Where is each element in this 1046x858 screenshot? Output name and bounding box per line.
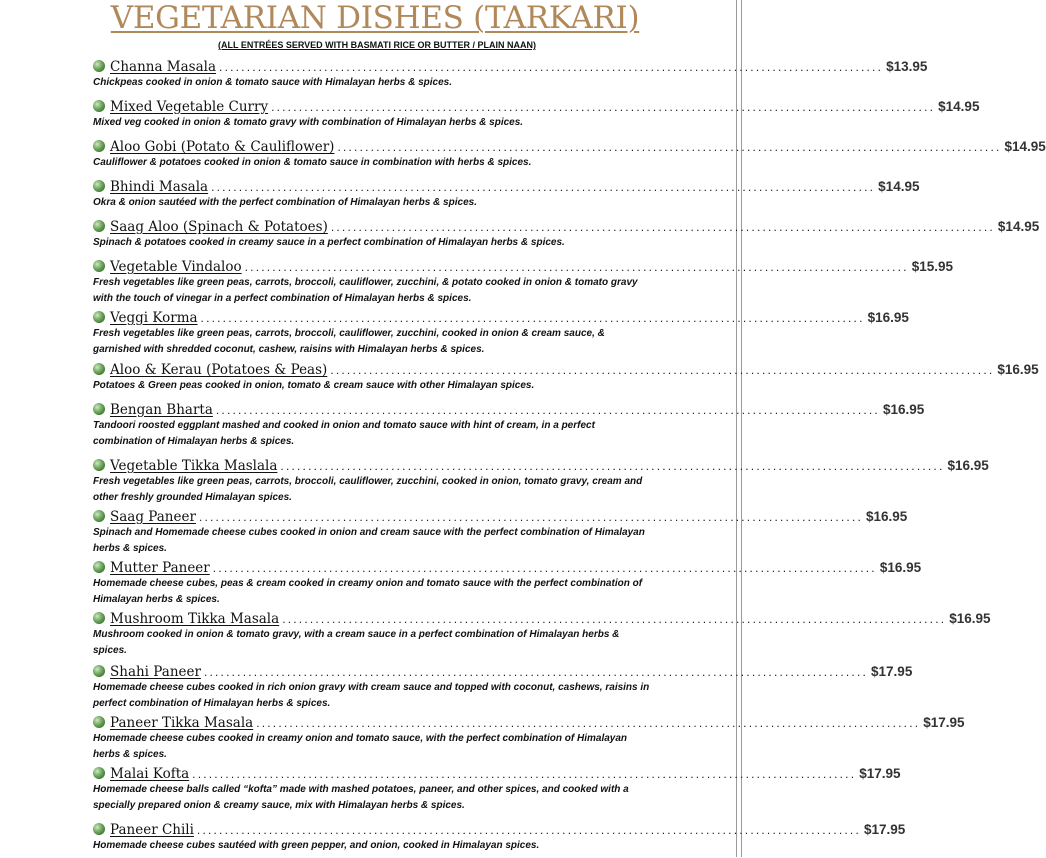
menu-item (0, 175, 920, 215)
bullet-icon (93, 716, 105, 728)
item-description: Homemade cheese cubes sautéed with green pepper, and onion, cooked in Himalayan spices. (93, 840, 540, 851)
item-description: Mushroom cooked in onion & tomato gravy, with a cream sauce in a perfect combination of Himalayan herbs & spices. (93, 629, 620, 656)
item-description: Tandoori roosted eggplant mashed and cooked in onion and tomato sauce with hint of cream, in a perfect combination of Himalayan herbs & spices. (93, 420, 595, 447)
leader-dots: ........................................................................................................................ (211, 180, 876, 194)
bullet-icon (93, 403, 105, 415)
item-description: Mixed veg cooked in onion & tomato gravy with combination of Himalayan herbs & spices. (93, 117, 524, 128)
item-name: Paneer Tikka Masala (110, 715, 254, 731)
leader-dots: ........................................................................................................................ (200, 311, 865, 325)
item-description: Potatoes & Green peas cooked in onion, tomato & cream sauce with other Himalayan spices. (93, 380, 535, 391)
item-name: Vegetable Vindaloo (110, 259, 242, 275)
item-name: Malai Kofta (110, 766, 190, 782)
item-name: Bhindi Masala (110, 179, 209, 195)
item-price: $17.95 (923, 715, 965, 730)
item-price: $16.95 (866, 509, 908, 524)
item-description: Spinach & potatoes cooked in creamy sauce in a perfect combination of Himalayan herbs & spices. (93, 237, 565, 248)
item-description: Fresh vegetables like green peas, carrots, broccoli, cauliflower, zucchini, & potato cooked in onion & tomato gravy with the touch of vinegar in a perfect combination of Himalayan herbs & spices. (93, 277, 638, 304)
bullet-icon (93, 767, 105, 779)
leader-dots: ........................................................................................................................ (330, 220, 995, 234)
bullet-icon (93, 561, 105, 573)
leader-dots: ........................................................................................................................ (337, 140, 1002, 154)
item-price: $17.95 (859, 766, 901, 781)
leader-dots: ........................................................................................................................ (215, 403, 880, 417)
item-description: Chickpeas cooked in onion & tomato sauce with Himalayan herbs & spices. (93, 77, 452, 88)
bullet-icon (93, 612, 105, 624)
menu-item (0, 607, 991, 660)
leader-dots: ........................................................................................................................ (203, 665, 869, 679)
item-price: $16.95 (997, 362, 1039, 377)
item-name: Saag Paneer (110, 509, 196, 525)
item-description: Homemade cheese cubes, peas & cream cooked in creamy onion and tomato sauce with the perfect combination of Himalayan herbs & spices. (93, 578, 643, 605)
menu-item (0, 215, 1040, 255)
item-name: Aloo Gobi (Potato & Cauliflower) (110, 139, 335, 155)
item-description: Homemade cheese cubes cooked in rich onion gravy with cream sauce and topped with coconut, cashews, raisins in perfect combination of Himalayan herbs & spices. (93, 682, 650, 709)
item-price: $16.95 (882, 402, 925, 417)
menu-item (0, 711, 965, 762)
item-price: $16.95 (867, 310, 909, 325)
item-description: Homemade cheese cubes cooked in creamy onion and tomato sauce, with the perfect combination of Himalayan herbs & spices. (93, 733, 628, 760)
item-name: Mutter Paneer (110, 560, 210, 576)
item-name: Vegetable Tikka Maslala (110, 458, 278, 474)
item-name: Mushroom Tikka Masala (110, 611, 280, 627)
item-name: Saag Aloo (Spinach & Potatoes) (110, 219, 328, 235)
bullet-icon (93, 60, 105, 72)
menu-item (0, 55, 928, 95)
menu-item-list (0, 55, 1046, 858)
menu-item (0, 306, 909, 358)
menu-item (0, 505, 908, 556)
bullet-icon (93, 823, 105, 835)
item-price: $15.95 (911, 259, 954, 274)
bullet-icon (93, 260, 105, 272)
bullet-icon (93, 311, 105, 323)
item-price: $13.95 (886, 59, 928, 74)
leader-dots: ........................................................................................................................ (280, 459, 945, 473)
item-description: Fresh vegetables like green peas, carrots, broccoli, cauliflower, zucchini, cooked in onion, tomato gravy, cream and other freshly grounded Himalayan spices. (93, 476, 643, 503)
leader-dots: ........................................................................................................................ (198, 510, 864, 524)
item-description: Fresh vegetables like green peas, carrots, broccoli, cauliflower, zucchini, cooked in onion & cream sauce, & garnished with shredded coconut, cashew, raisins with Himalayan herbs & spices. (93, 328, 605, 355)
item-price: $14.95 (1004, 139, 1046, 154)
item-description: Okra & onion sautéed with the perfect combination of Himalayan herbs & spices. (93, 197, 477, 208)
item-name: Bengan Bharta (110, 402, 213, 418)
item-name: Mixed Vegetable Curry (110, 99, 269, 115)
menu-item (0, 660, 913, 711)
leader-dots: ........................................................................................................................ (282, 612, 947, 626)
bullet-icon (93, 363, 105, 375)
item-name: Veggi Korma (110, 310, 198, 326)
menu-item (0, 818, 906, 858)
bullet-icon (93, 459, 105, 471)
leader-dots: ........................................................................................................................ (271, 100, 936, 114)
item-name: Aloo & Kerau (Potatoes & Peas) (110, 362, 328, 378)
page-title: VEGETARIAN DISHES (TARKARI) (110, 0, 640, 36)
item-name: Shahi Paneer (110, 664, 201, 680)
menu-item (0, 398, 925, 454)
leader-dots: ........................................................................................................................ (244, 260, 909, 274)
menu-item (0, 556, 922, 607)
menu-item (0, 135, 1046, 175)
leader-dots: ........................................................................................................................ (256, 716, 921, 730)
menu-item (0, 255, 954, 306)
item-price: $16.95 (879, 560, 922, 575)
item-price: $17.95 (864, 822, 906, 837)
menu-item (0, 358, 1039, 398)
item-price: $16.95 (947, 458, 989, 473)
bullet-icon (93, 665, 105, 677)
bullet-icon (93, 220, 105, 232)
menu-item (0, 95, 980, 135)
item-price: $14.95 (878, 179, 920, 194)
page-subtitle: (ALL ENTRÉES SERVED WITH BASMATI RICE OR BUTTER / PLAIN NAAN) (217, 40, 536, 50)
bullet-icon (93, 180, 105, 192)
leader-dots: ........................................................................................................................ (192, 767, 857, 781)
item-price: $14.95 (997, 219, 1040, 234)
item-price: $16.95 (949, 611, 991, 626)
bullet-icon (93, 510, 105, 522)
leader-dots: ........................................................................................................................ (219, 60, 884, 74)
item-price: $17.95 (871, 664, 913, 679)
item-name: Channa Masala (110, 59, 217, 75)
item-price: $14.95 (938, 99, 980, 114)
item-name: Paneer Chili (110, 822, 194, 838)
leader-dots: ........................................................................................................................ (196, 823, 861, 837)
bullet-icon (93, 140, 105, 152)
leader-dots: ........................................................................................................................ (212, 561, 877, 575)
item-description: Spinach and Homemade cheese cubes cooked in onion and cream sauce with the perfect combination of Himalayan herbs & spices. (93, 527, 645, 554)
item-description: Homemade cheese balls called “kofta” made with mashed potatoes, paneer, and other spices, and cooked with a specially prepared onion & creamy sauce, mix with Himalayan herbs & spices. (93, 784, 629, 811)
menu-item (0, 454, 989, 505)
item-description: Cauliflower & potatoes cooked in onion & tomato sauce in combination with herbs & spices. (93, 157, 532, 168)
leader-dots: ........................................................................................................................ (330, 363, 995, 377)
menu-item (0, 762, 901, 818)
bullet-icon (93, 100, 105, 112)
